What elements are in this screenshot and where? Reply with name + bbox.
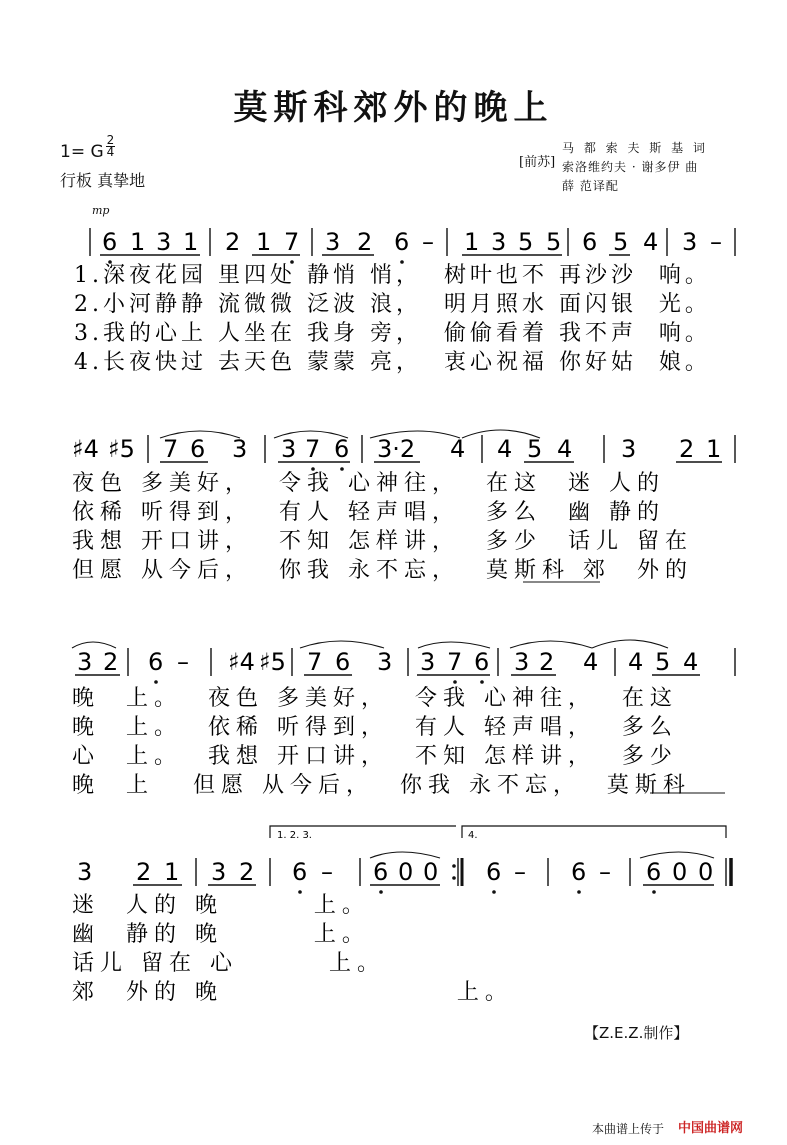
note: 2: [539, 648, 555, 676]
note: 5: [518, 228, 534, 256]
note: 5: [655, 648, 671, 676]
lyric-line: 我想 开口讲， 不知 怎样讲， 多少 话儿 留在: [72, 529, 693, 554]
note: 6: [148, 648, 164, 676]
note: 3: [232, 435, 248, 463]
lyric-line: 3.我的心上 人坐在 我身 旁， 偷偷看着 我不声 响。: [74, 321, 711, 346]
upload-footer: 本曲谱上传于: [592, 1122, 665, 1136]
note: 3: [77, 858, 93, 886]
note: –: [514, 858, 526, 886]
note: 3: [621, 435, 637, 463]
note: 2: [239, 858, 255, 886]
note: –: [177, 648, 189, 676]
note: 7: [307, 648, 323, 676]
note: 7: [163, 435, 179, 463]
note: 4: [497, 435, 513, 463]
note: 3: [211, 858, 227, 886]
note: 3: [77, 648, 93, 676]
dynamic-mark: mp: [92, 204, 110, 217]
note: 3: [325, 228, 341, 256]
volta-2-label: 4.: [468, 830, 478, 841]
translator-credit: 薛 范译配: [562, 179, 619, 193]
note: 0: [698, 858, 714, 886]
note: ♯5: [108, 435, 135, 463]
note: 4: [683, 648, 699, 676]
meter-top: 2: [106, 133, 115, 147]
note: 2: [679, 435, 695, 463]
origin-label: [前苏]: [519, 155, 556, 170]
lyric-line: 但愿 从今后， 你我 永不忘， 莫斯科 郊 外的: [72, 558, 693, 583]
site-logo[interactable]: 中国曲谱网: [678, 1121, 744, 1136]
volta-1-label: 1. 2. 3.: [277, 830, 312, 841]
tempo-marking: 行板 真挚地: [60, 171, 146, 190]
note: 2: [225, 228, 241, 256]
note: 0: [423, 858, 439, 886]
note: 4: [628, 648, 644, 676]
note: 6: [394, 228, 410, 256]
lyric-line: 迷 人的 晚 上。: [72, 893, 370, 918]
note: –: [599, 858, 611, 886]
lyric-line: 夜色 多美好， 令我 心神往， 在这 迷 人的: [72, 471, 665, 496]
note: 0: [398, 858, 414, 886]
note: 6: [190, 435, 206, 463]
lyric-line: 晚 上 但愿 从今后， 你我 永不忘， 莫斯科: [72, 773, 691, 798]
note: 6: [571, 858, 587, 886]
volta-brackets: [270, 826, 726, 838]
note: 1: [464, 228, 480, 256]
note: –: [422, 228, 434, 256]
note: 6: [292, 858, 308, 886]
repeat-dots: [452, 864, 456, 880]
note: 3: [682, 228, 698, 256]
note: 1: [256, 228, 272, 256]
meter-bottom: 4: [106, 145, 115, 159]
note: 4: [557, 435, 573, 463]
note: 0: [672, 858, 688, 886]
note: 2: [136, 858, 152, 886]
note: 7: [447, 648, 463, 676]
note: 7: [284, 228, 300, 256]
note: 6: [334, 435, 350, 463]
note: 3: [377, 648, 393, 676]
maker-credit: 【Z.E.Z.制作】: [584, 1024, 689, 1042]
note: ♯5: [259, 648, 286, 676]
note: 6: [646, 858, 662, 886]
lyric-line: 晚 上。 夜色 多美好， 令我 心神往， 在这: [72, 686, 678, 711]
note: 6: [373, 858, 389, 886]
note: 3: [156, 228, 172, 256]
note: –: [321, 858, 333, 886]
lyric-line: 依稀 听得到， 有人 轻声唱， 多么 幽 静的: [72, 500, 665, 525]
note: 5: [546, 228, 562, 256]
note: 3: [281, 435, 297, 463]
note: 6: [582, 228, 598, 256]
lyric-line: 2.小河静静 流微微 泛波 浪， 明月照水 面闪银 光。: [74, 292, 711, 317]
note: ♯4: [72, 435, 99, 463]
note: 4: [643, 228, 659, 256]
key-signature: 1= G: [60, 142, 104, 162]
note: 1: [164, 858, 180, 886]
note: ♯4: [228, 648, 255, 676]
note: 6: [474, 648, 490, 676]
note: 7: [305, 435, 321, 463]
lyric-line: 郊 外的 晚 上。: [72, 980, 513, 1005]
note: 1: [183, 228, 199, 256]
note: 5: [613, 228, 629, 256]
note: 1: [130, 228, 146, 256]
note: 5: [527, 435, 543, 463]
lyricist-credit: 马 都 索 夫 斯 基 词: [562, 141, 708, 155]
note: 6: [486, 858, 502, 886]
note: 3: [514, 648, 530, 676]
lyric-line: 心 上。 我想 开口讲， 不知 怎样讲， 多少: [72, 744, 678, 769]
note: 3·2: [377, 435, 416, 463]
note: 2: [357, 228, 373, 256]
note: 6: [335, 648, 351, 676]
score-title: 莫斯科郊外的晚上: [233, 88, 554, 128]
lyric-line: 1.深夜花园 里四处 静悄 悄， 树叶也不 再沙沙 响。: [74, 263, 711, 288]
lyric-line: 晚 上。 依稀 听得到， 有人 轻声唱， 多么: [72, 715, 678, 740]
note: –: [710, 228, 722, 256]
note: 3: [420, 648, 436, 676]
lyrics-layer: [72, 263, 714, 1005]
note: 4: [450, 435, 466, 463]
lyric-line: 幽 静的 晚 上。: [72, 922, 370, 947]
lyric-line: 4.长夜快过 去天色 蒙蒙 亮， 衷心祝福 你好姑 娘。: [74, 350, 711, 375]
note: 6: [102, 228, 118, 256]
lyric-line: 话儿 留在 心 上。: [72, 951, 385, 976]
note: 3: [491, 228, 507, 256]
note: 1: [706, 435, 722, 463]
composer-credit: 索洛维约夫 · 谢多伊 曲: [562, 160, 699, 174]
note: 2: [103, 648, 119, 676]
note: 4: [583, 648, 599, 676]
